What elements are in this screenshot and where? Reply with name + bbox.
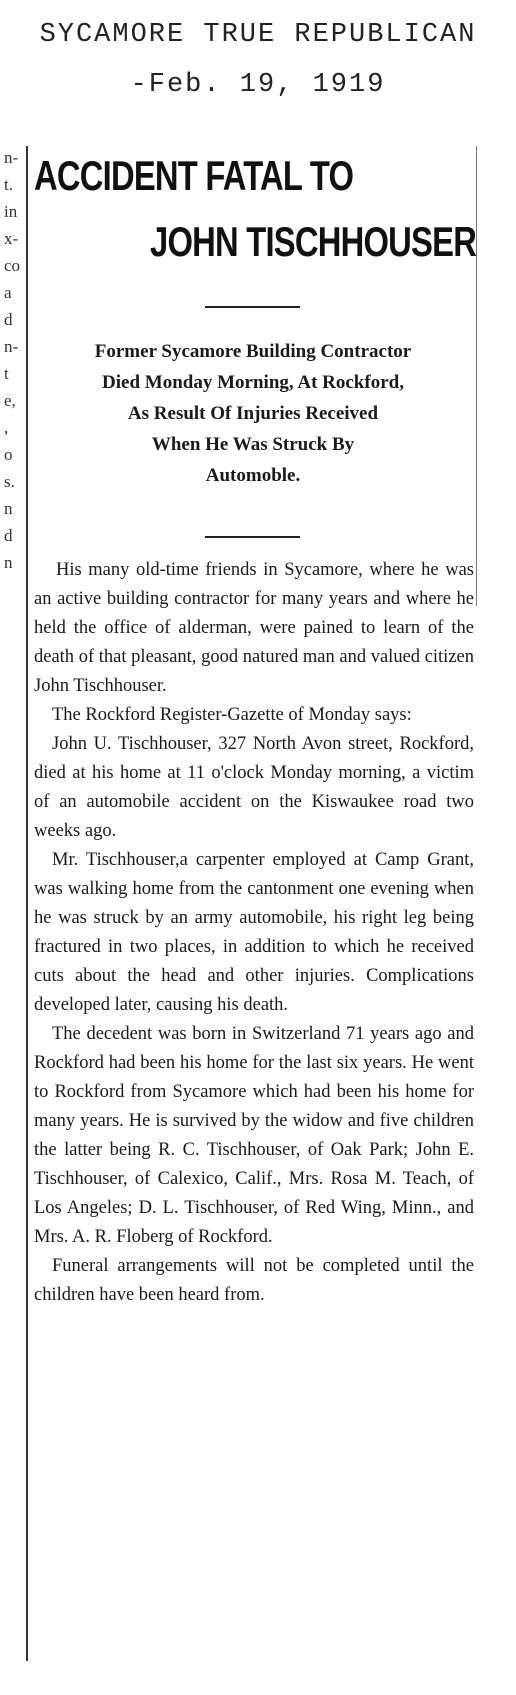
- deck-line: As Result Of Injuries Received: [127, 403, 379, 424]
- deck-rule: [205, 536, 300, 538]
- deck-line: Died Monday Morning, At Rockford,: [102, 372, 404, 393]
- headline-line-1: ACCIDENT FATAL TO: [34, 152, 354, 199]
- fragment: t: [4, 364, 9, 383]
- fragment: n-: [4, 148, 19, 167]
- article-paragraph: His many old-time friends in Sycamore, where he was an active building contractor for many years and where he held the office of alderman, were pained to learn of the death of that pleasant, good natured man and valued citizen John Tischhouser.: [34, 560, 474, 696]
- subheadline-deck: [28, 336, 478, 491]
- fragment: co: [4, 256, 21, 275]
- article-paragraph: The Rockford Register-Gazette of Monday says:: [52, 705, 412, 725]
- fragment: e,: [4, 391, 16, 410]
- fragment: x-: [4, 229, 19, 248]
- publication-date: -Feb. 19, 1919: [130, 70, 386, 100]
- deck-line: Former Sycamore Building Contractor: [94, 341, 412, 362]
- adjacent-column-fragments: [4, 144, 22, 576]
- fragment: t.: [4, 175, 13, 194]
- fragment: in: [4, 202, 18, 221]
- article-paragraph: The decedent was born in Switzerland 71 years ago and Rockford had been his home for the last six years. He went to Rockford from Sycamore which had been his home for many years. He is survived by the widow and five children the latter being R. C. Tischhouser, of Oak Park; John E. Tischhouser, of Calexico, Calif., Mrs. Rosa M. Teach, of Los Angeles; D. L. Tischhouser, of Red Wing, Minn., and Mrs. A. R. Floberg of Rockford.: [34, 1024, 474, 1247]
- fragment: a: [4, 283, 12, 302]
- fragment: n: [4, 499, 13, 518]
- deck-line: When He Was Struck By: [151, 434, 355, 455]
- fragment: ,: [4, 418, 9, 437]
- article-paragraph: Mr. Tischhouser,a carpenter employed at Camp Grant, was walking home from the cantonment one evening when he was struck by an army automobile, his right leg being fractured in two places, in addition to which he received cuts about the head and other injuries. Complications developed later, causing his death.: [34, 850, 474, 1015]
- fragment: d: [4, 526, 13, 545]
- fragment: o: [4, 445, 13, 464]
- article-paragraph: John U. Tischhouser, 327 North Avon street, Rockford, died at his home at 11 o'clock Monday morning, a victim of an automobile accident on the Kiswaukee road two weeks ago.: [34, 734, 474, 841]
- fragment: d: [4, 310, 13, 329]
- deck-line: Automoble.: [205, 465, 301, 486]
- fragment: n-: [4, 337, 19, 356]
- headline-rule: [205, 306, 300, 308]
- publication-name: SYCAMORE TRUE REPUBLICAN: [39, 20, 477, 50]
- headline-line-2: JOHN TISCHHOUSER: [150, 218, 477, 265]
- article-body: [34, 556, 474, 1310]
- fragment: n: [4, 553, 13, 572]
- article-paragraph: Funeral arrangements will not be completed until the children have been heard from.: [34, 1256, 474, 1305]
- fragment: s.: [4, 472, 15, 491]
